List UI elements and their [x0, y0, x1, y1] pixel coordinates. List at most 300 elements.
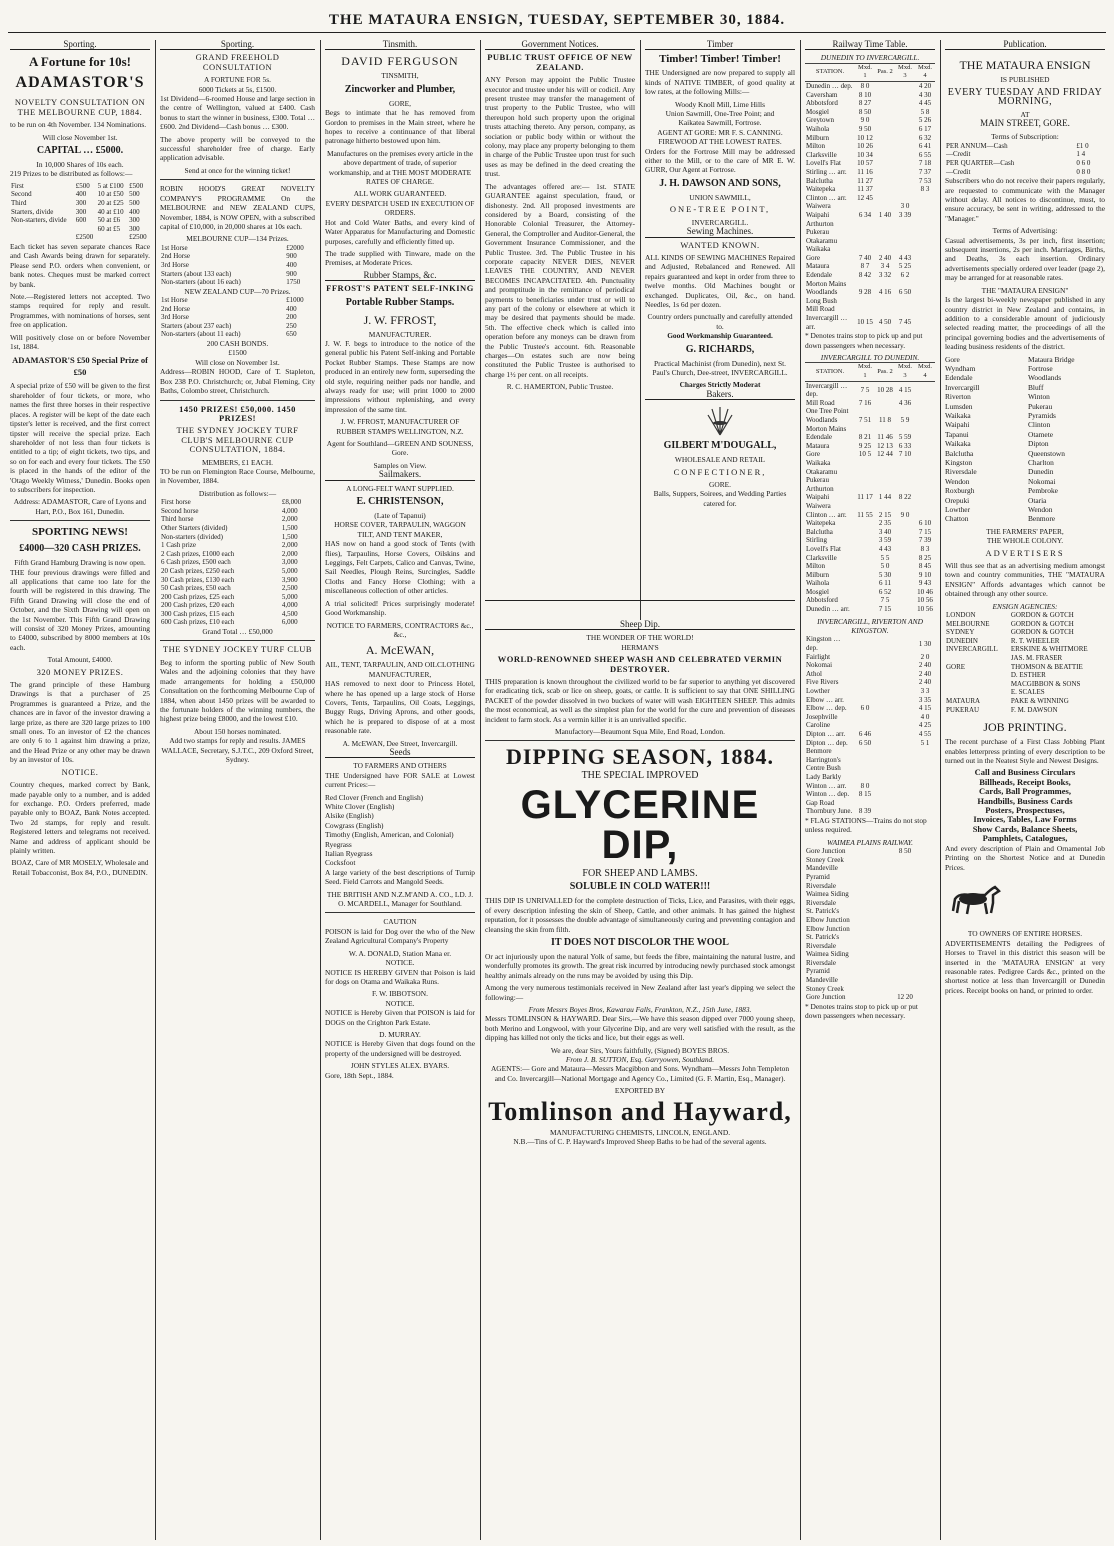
ad-text: Is the largest bi-weekly newspaper published in any country district in New Zealand and contains, in addition to a considerable amount of judiciously selected reading matter, the proceedings of all the principal governing bodies and the advertisements of leading business residents of the district.: [945, 295, 1105, 352]
agency-row: MATAURA PAKE & WINNING: [946, 697, 1069, 706]
agencies-table: [945, 611, 1105, 714]
ad-title: E. CHRISTENSON,: [356, 496, 444, 508]
timetable-row: Pukerau: [806, 228, 829, 237]
ad-text: 6000 Tickets at 5s, £1500.: [198, 84, 277, 94]
subscription-table: PER ANNUM—Cash £1 0 —Credit 1 4 PER QUARTER—Cash 0 6 0 —Credit 0 8 0: [946, 141, 1091, 176]
ad-text: Billheads, Receipt Books,: [979, 776, 1071, 787]
timetable-row: Mandeville: [806, 976, 838, 985]
ad-heading: ADVERTISERS: [985, 547, 1065, 558]
ad-text: Country cheques, marked correct by Bank, made payable only to a number, and is added for exchange. P.O. Orders preferred, made payable only to BOAZ, Bank Notes accepted. Two 2d stamps, for reply and result. Registered letters and telegrams not received. Name and address of applicant should be plainly written.: [10, 780, 150, 855]
ad-address: J. W. FFROST, MANUFACTURER OF RUBBER STAMPS WELLINGTON, N.Z.: [336, 417, 464, 436]
timetable-row: Edendale 8 21 11 46 5 59: [806, 433, 912, 442]
centre-item: Roxburgh: [945, 486, 975, 496]
timetable-row: Waihola 9 50 6 17: [806, 124, 932, 133]
timetable-row: Gap Road: [806, 798, 835, 807]
timetable-row: Woodlands 9 28 4 16 6 50: [806, 288, 912, 297]
centre-item: Winton: [1028, 392, 1050, 402]
centre-item: Tapanui: [945, 429, 969, 439]
seed-list: Red Clover (French and English) White Clover (English) Alsike (English) Cowgrass (English) Timothy (English, American, and Colonial) Ryegrass Italian Ryegrass Cocksfoot: [325, 792, 454, 868]
special-prize-title: ADAMASTOR'S £50 Special Prize of £50: [12, 355, 148, 378]
timetable-row: Gore Junction 12 20: [806, 993, 913, 1002]
ad-text: Balls, Suppers, Soirees, and Wedding Parties catered for.: [653, 489, 787, 508]
timetable-row: Clinton … arr. 11 55 2 15 9 0: [806, 510, 910, 519]
ad-text: The grand principle of these Hamburg Drawings is that a purchaser of 25 Programmes is guaranteed a Prize, and the chances are in favor of the investor drawing a large prize, as there are 320 large prizes to 100 small ones. To an investor of £2 the chances are only 6 to 1 against him drawing a prize, and the Head Prize or any other may be drawn by an investor of 10s.: [10, 680, 150, 765]
ad-heading: IT DOES NOT DISCOLOR THE WOOL: [551, 936, 729, 948]
ad-address: W. A. DONALD, Station Mana er.: [348, 948, 452, 958]
timetable-row: Otakaramu: [806, 236, 838, 245]
ad-title: FFROST'S PATENT SELF-INKING: [326, 283, 474, 294]
ad-text: From Messrs Boyes Bros, Kawarau Falls, Frankton, N.Z., 15th June, 1883.: [528, 1004, 752, 1014]
timetable-row: Mataura 8 7 3 4 5 25: [806, 262, 912, 271]
timetable-row: Waimea Siding: [806, 950, 849, 959]
timetable-row: Waikaka: [806, 245, 831, 254]
ad-text: WHOLESALE AND RETAIL: [674, 455, 766, 465]
column-publication: [945, 40, 1105, 1540]
ad-address: Practical Machinist (from Dunedin), next St. Paul's Church, Dee-street, INVERCARGILL.: [652, 358, 788, 377]
ad-text: EXPORTED BY: [614, 1086, 666, 1096]
ad-text: NOTICE is Hereby Given that POISON is laid for DOGS on the Crighton Park Estate.: [325, 1008, 475, 1027]
timetable-row: Pyramid: [806, 967, 830, 976]
centre-item: Waikaka: [945, 439, 971, 449]
ad-text: THE WONDER OF THE WORLD!: [586, 633, 694, 643]
ad-address: F. W. IBBOTSON.: [372, 989, 428, 999]
column-header: Government Notices.: [485, 40, 635, 50]
ad-heading: WORLD-RENOWNED SHEEP WASH AND CELEBRATED VERMIN DESTROYER.: [497, 654, 783, 674]
timetable-row: Abbotsford 7 5 10 56: [806, 596, 933, 605]
timetable-row: Stoney Creek: [806, 984, 844, 993]
timetable-row: Milton 10 26 6 41: [806, 142, 932, 151]
centre-item: Charlton: [1028, 458, 1054, 467]
ad-address: Address: ADAMASTOR, Care of Lyons and Hart, P.O., Box 161, Dunedin.: [13, 497, 147, 516]
centre-item: Edendale: [945, 373, 973, 383]
ad-text: AGENT AT GORE: MR F. S. CANNING.: [657, 127, 783, 137]
ad-text: Country orders punctually and carefully attended to.: [647, 312, 793, 331]
timetable-row: Waimea Siding: [806, 890, 849, 899]
ad-text: Posters, Prospectuses,: [985, 805, 1065, 816]
timetable-row: Stirling 3 59 7 39: [806, 536, 932, 545]
agency-row: SYDNEY GORDON & GOTCH: [946, 628, 1074, 637]
timetable-row: Abbotsford 8 27 4 45: [806, 99, 932, 108]
centre-item: Invercargill: [945, 382, 980, 392]
ad-text: The above property will be conveyed to the successful shareholder free of charge. Early application advisable.: [160, 134, 315, 163]
timetable-row: Athol 2 40: [806, 669, 932, 678]
centre-item: Pembroke: [1028, 486, 1058, 496]
column-header: Railway Time Table.: [805, 40, 935, 50]
ad-text: to be run on 4th November. 134 Nominations.: [10, 120, 147, 130]
column-rule: [800, 40, 801, 1540]
ad-text: TO be run on Flemington Race Course, Melbourne, in November, 1884.: [160, 466, 315, 486]
timetable-row: Balclutha 3 40 7 15: [806, 527, 932, 536]
timetable-row: Invercargill … arr. 10 15 4 50 7 45: [806, 314, 912, 331]
timetable-row: Clarksville 10 34 6 55: [806, 150, 932, 159]
timetable-row: Edendale 8 42 3 32 6 2: [806, 271, 910, 280]
timetable-row: Fairlight 2 0: [806, 652, 930, 661]
ad-heading: £4000—320 CASH PRIZES.: [19, 543, 141, 555]
ad-text: THE Undersigned are now prepared to supply all kinds of NATIVE TIMBER, of good quality at low rates, at the following Mills:—: [645, 68, 795, 97]
ad-text: ROBIN HOOD'S GREAT NOVELTY COMPANY'S PROGRAMME On the MELBOURNE and NEW ZEALAND CUPS, November, 1884, is NOW OPEN, with a subscribed capital of £10,000, in 20,000 shares at 10s each.: [160, 184, 315, 231]
ad-text: Send at once for the winning ticket!: [184, 165, 291, 175]
centre-item: Fortrose: [1028, 363, 1053, 373]
ad-text: Begs to intimate that he has removed from Gordon to premises in the Main street, where he hopes to receive a continuance of that liberal patronage hitherto bestowed upon him.: [325, 108, 475, 146]
ad-text: NOTICE is Hereby Given that dogs found on the property of the undersigned will be destroyed.: [325, 1039, 475, 1058]
timetable-row: Greytown 9 0 5 26: [806, 116, 932, 125]
ad-text: TO FARMERS AND OTHERS: [353, 761, 447, 771]
masthead: THE MATAURA ENSIGN, TUESDAY, SEPTEMBER 30, 1884.: [328, 12, 786, 28]
agency-row: E. SCALES: [1010, 688, 1045, 697]
ad-text: 219 Prizes to be distributed as follows:—: [10, 169, 133, 179]
column-rule: [940, 40, 941, 1540]
ad-text: TINSMITH,: [381, 71, 419, 81]
centre-item: Pukerau: [1028, 401, 1053, 411]
timetable-row: Balclutha 11 27 7 53: [806, 176, 932, 185]
ad-text: Fifth Grand Hamburg Drawing is now open.: [14, 558, 146, 568]
section-header: Bakers.: [645, 390, 795, 400]
timetable-row: Dunedin … arr. 7 15 10 56: [806, 605, 933, 614]
column-header: Tinsmith.: [325, 40, 475, 50]
ad-address: BOAZ, Care of MR MOSELY, Wholesale and Retail Tobacconist, Box 84, P.O., DUNEDIN.: [11, 858, 149, 877]
timetable-row: Mill Road 7 16 4 36: [806, 398, 912, 407]
prize-table: 1st Horse £2000 2nd Horse 900 3rd Horse 400 Starters (about 133 each) 900 Non-starters (about 16 each) 1750: [161, 243, 304, 287]
timetable-column-header: Mxd. 4: [915, 363, 935, 381]
timetable-row: Pukerau: [806, 476, 829, 485]
ad-text: Will positively close on or before November 1st, 1884.: [10, 332, 150, 352]
ad-text: ADVERTISEMENTS detailing the Pedigrees of Horses to Travel in this district this season will be inserted in the 'MATAURA ENSIGN' at very reasonable rates. Pedigree Cards &c., printed on the shortest notice at less than Invercargill or Dunedin prices. Receipt books on hand, or printed to order.: [945, 938, 1105, 995]
timetable-column-header: STATION.: [805, 363, 855, 381]
timetable-row: Morton Mains: [806, 279, 847, 288]
timetable-row: Elbow Junction: [806, 924, 850, 933]
timetable-row: Elbow … arr. 3 35: [806, 695, 932, 704]
centre-item: Clinton: [1028, 420, 1051, 430]
timetable-row: Riversdale: [806, 898, 836, 907]
ad-text: HAS now on hand a good stock of Tents (with flies), Tarpaulins, Horse Covers, Oilskins and Leggings, Felt Carpets, Calico and Canvas, Twine, Sail Needles, Plough Reins, Surcingles, Saddle Cloths and Fancy Horse Clothing; with a miscellaneous collection of other articles.: [325, 539, 475, 596]
ad-text: THE four previous drawings were filled and all applications that came too late for the fourth will be registered in this drawing. The Fifth Grand Drawing will close the end of October, and the Sixth Drawing will open on the 1st November. This Fifth Grand Drawing will consist of 320 Money Prizes, amounting to £4000, subscribed by 8000 members at 10s each.: [10, 567, 150, 652]
timetable-row: Lovell's Flat 4 43 8 3: [806, 544, 930, 553]
ad-text: Manufactures on the premises every article in the above department of trade, of superior workmanship, and at THE MOST MODERATE RATES OF CHARGE.: [327, 148, 473, 187]
ad-heading: ENSIGN AGENCIES:: [992, 601, 1058, 611]
timetable-row: Waipahi 6 34 1 40 3 39: [806, 210, 912, 219]
timetable-riverton-kingston: [805, 635, 935, 815]
timetable-row: Waitepeka 11 37 8 3: [806, 185, 930, 194]
ad-text: Orders for the Fortrose Mill may be addressed either to the Mill, or to the care of MR E. W. GURR, Our Agent at Fortrose.: [645, 146, 795, 175]
timetable-row: Arthurton: [806, 484, 834, 493]
centre-item: Dipton: [1028, 439, 1049, 449]
ad-heading: Zincworker and Plumber,: [344, 83, 456, 95]
ad-text: We are, dear Sirs, Yours faithfully, (Signed) BOYES BROS.: [550, 1045, 730, 1055]
ad-title: J. W. FFROST,: [363, 312, 437, 327]
ad-title: ADAMASTOR'S: [15, 74, 145, 92]
ad-text: Pamphlets, Catalogues,: [982, 833, 1068, 844]
timetable-row: Riversdale: [806, 941, 836, 950]
centre-item: Woodlands: [1028, 373, 1062, 383]
timetable-note: * Denotes trains stop to pick up and put down passengers when necessary.: [805, 331, 923, 350]
section-header: Seeds: [325, 748, 475, 758]
timetable-title: WAIMEA PLAINS RAILWAY.: [827, 837, 913, 847]
table-title: MELBOURNE CUP—134 Prizes.: [186, 234, 289, 244]
timetable-row: Otakaramu: [806, 467, 838, 476]
ad-headline: Tomlinson and Hayward,: [488, 1096, 792, 1126]
timetable-column-header: Pas. 2: [875, 363, 895, 381]
timetable-row: Pyramid: [806, 872, 830, 881]
ad-text: ALL KINDS OF SEWING MACHINES Repaired and Adjusted, Rebalanced and Renewed. All repairs guaranteed and kept in order from three to twelve months. Old Machines bought or exchanged. Duplicates, Oil, &c., on hand. Needles, 1s 6d per dozen.: [645, 252, 795, 309]
centre-item: Otamete: [1028, 429, 1054, 439]
ad-heading: A Fortune for 10s!: [29, 54, 131, 70]
ad-text: £1500: [228, 348, 247, 358]
ad-title: J. H. DAWSON AND SONS,: [659, 177, 781, 189]
centre-item: Wyndham: [945, 363, 976, 373]
timetable-row: Thornbury June. 8 39: [806, 807, 872, 816]
timetable-row: Caversham 8 10 4 30: [806, 90, 932, 99]
ad-text: FOR SHEEP AND LAMBS.: [582, 867, 698, 879]
prize-table: First £500 5 at £100 £500 Second 400 10 at £50 500 Third 300 20 at £25 500 Starters, divide 300 40 at £10 400 Non-starters, divide 600 50 at £6 300 60 at £5 300 £2500 £2500: [11, 181, 147, 242]
timetable-row: Gore 7 40 2 40 4 43: [806, 253, 912, 262]
timetable-row: Dipton … arr. 6 46 4 55: [806, 730, 932, 738]
ad-heading: THE FARMERS' PAPER,: [986, 526, 1064, 536]
timetable-row: Elbow Junction: [806, 915, 850, 924]
ad-text: FIREWOOD AT THE LOWEST RATES.: [658, 137, 782, 147]
masthead-rule: [8, 32, 1106, 33]
agency-row: D. ESTHER: [1010, 671, 1046, 680]
timetable-column-header: STATION.: [805, 63, 855, 81]
ad-text: Beg to inform the sporting public of New South Wales and the adjoining colonies that they have made arrangements for holding a £50,000 Consultation on the forthcoming Melbourne Cup of 1884, when about 1450 prizes will be awarded to the fortunate holders of the winning numbers, the highest prize being £8000, and the lowest £10.: [160, 657, 315, 724]
timetable-row: Winton … dep. 8 15: [806, 790, 872, 799]
timetable-row: Arthurton: [806, 219, 834, 228]
centre-item: Waipahi: [945, 420, 970, 430]
section-header: Sheep Dip.: [485, 620, 795, 630]
timetable-row: Clarksville 5 5 8 25: [806, 553, 932, 562]
ad-text: J. W. F. begs to introduce to the notice of the general public his Patent Self-inking and Portable Pocket Rubber Stamps. These Stamps are now produced in an entirely new form, superseding the old style, requiring neither pads nor handle, and always ready for use; will print 1000 to 2000 impressions without replenishing, and every impression of the same tint.: [325, 338, 475, 414]
timetable-row: Benmore: [806, 747, 832, 756]
ad-address: R. C. HAMERTON, Public Trustee.: [506, 382, 614, 392]
column-rule: [320, 40, 321, 1540]
column-header: Sporting.: [160, 40, 315, 50]
centre-item: Pyramids: [1028, 410, 1056, 420]
centre-item: Wendon: [1028, 505, 1053, 515]
column-rule: [640, 40, 641, 620]
timetable-row: Milburn 5 30 9 10: [806, 570, 932, 579]
prize-table: 1st Horse £1000 2nd Horse 400 3rd Horse 200 Starters (about 237 each) 250 Non-starters (about 11 each) 650: [161, 296, 304, 339]
ad-text: THIS preparation is known throughout the civilized world to be far superior to anything yet discovered for eradicating tick, scab or lice on sheep, goats, or cattle. It is sufficient to say that ONE SHILLING PACKET of the powder dissolved in two buckets of water will wash EIGHTEEN SHEEP. This admits the most economical, as well as the simplest plan for the world for the cure and prevention of diseases incident to farm stock. As a vermin killer it is an unrivalled specific.: [485, 677, 795, 724]
timetable-row: Caroline 4 25: [806, 721, 932, 730]
timetable-invercargill-dunedin: [805, 362, 935, 613]
ad-text: Each ticket has seven separate chances Race and Cash Awards being drawn for separately. Please send P.O. orders when convenient, or bank notes. Cheques must be marked correct by bank.: [10, 242, 150, 289]
ad-heading: CAUTION: [383, 917, 417, 927]
centre-item: Queenstown: [1028, 448, 1065, 458]
timetable-row: Waipahi 11 17 1 44 8 22: [806, 493, 912, 502]
ad-heading: SOLUBLE IN COLD WATER!!!: [569, 881, 711, 893]
timetable-row: Morton Mains: [806, 424, 847, 433]
centre-item: Dunedin: [1028, 467, 1054, 477]
ad-text: And every description of Plain and Ornamental Job Printing on the Shortest Notice and at Dunedin Prices.: [945, 843, 1105, 872]
section-rule: [485, 600, 795, 601]
timetable-row: Mosgiel 6 52 10 46: [806, 587, 933, 596]
ad-text: THE Undersigned have FOR SALE at Lowest current Prices:—: [325, 770, 475, 790]
ad-text: Will close on November 1st.: [195, 357, 280, 367]
ad-text: Total Amount, £4000.: [47, 655, 113, 665]
ad-heading: TO OWNERS OF ENTIRE HORSES.: [967, 929, 1083, 939]
ad-address: A. McEWAN, Dee Street, Invercargill.: [342, 738, 458, 748]
ad-text: Samples on View.: [373, 460, 427, 470]
centres-list: [945, 355, 1105, 524]
timetable-row: Stoney Creek: [806, 855, 844, 864]
ad-address: D. MURRAY.: [379, 1029, 421, 1039]
timetable-row: Dipton … dep. 6 50 5 1: [806, 738, 930, 747]
ad-text: About 150 horses nominated.: [193, 726, 282, 736]
timetable-row: Waiwera 3 0: [806, 202, 910, 211]
centre-item: Nokomai: [1028, 476, 1056, 486]
timetable-row: Milton 5 0 8 45: [806, 562, 932, 571]
timetable-row: Five Rivers 2 40: [806, 678, 932, 687]
ad-text: A FORTUNE FOR 5s.: [204, 75, 271, 85]
ad-text: ONE-TREE POINT,: [669, 204, 771, 215]
ad-capital: CAPITAL … £5000.: [36, 145, 124, 157]
ad-text: EVERY TUESDAY AND FRIDAY MORNING,: [947, 86, 1103, 108]
centre-item: Lowther: [945, 505, 971, 515]
ad-text: Among the very numerous testimonials received in New Zealand after last year's dipping we select the following:—: [485, 983, 795, 1002]
timetable-column-header: Mxd. 3: [895, 363, 915, 381]
ad-heading: 320 MONEY PRIZES.: [36, 666, 124, 677]
timetable-row: Dunedin … dep. 8 0 4 20: [806, 82, 932, 90]
section-header: Sailmakers.: [325, 470, 475, 480]
distribution-table: First horse £8,000 Second horse 4,000 Third horse 2,000 Other Starters (divided) 1,500 Non-starters (divided) 1,500 1 Cash prize 2,000 2 Cash prizes, £1000 each 2,000 6 Cash prizes, £500 each 3,000 20 Cash prizes, £250 each 5,000 30 Cash prizes, £130 each 3,900 50 Cash prizes, £50 each 2,500 200 Cash prizes, £25 each 5,000 200 Cash prizes, £20 each 4,000 300 Cash prizes, £15 each 4,500 600 Cash prizes, £10 each 6,000: [161, 498, 302, 627]
timetable-row: Invercargill … dep. 7 5 10 28 4 15: [806, 381, 912, 399]
horse-icon: [945, 881, 1005, 921]
column-sporting-1: [10, 40, 150, 1540]
timetable-row: One Tree Point: [806, 407, 849, 416]
timetable-row: Clinton … arr. 12 45: [806, 193, 873, 202]
notice-heading: NOTICE.: [61, 766, 99, 777]
ad-text: In 10,000 Shares of 10s each.: [36, 160, 124, 170]
timetable-row: St. Patrick's: [806, 933, 840, 942]
timetable-column-header: Mxd. 3: [895, 63, 915, 81]
timetable-row: Elbow … dep. 6 0 4 15: [806, 704, 932, 713]
timetable-dunedin-invercargill: [805, 63, 935, 331]
ad-heading: Terms of Subscription:: [991, 132, 1059, 142]
ad-title: THE SYDNEY JOCKEY TURF CLUB: [162, 644, 313, 655]
ad-text: The trade supplied with Tinware, made on the Premises, at Moderate Prices.: [325, 248, 475, 268]
ad-headline: GLYCERINE DIP,: [520, 782, 760, 867]
ad-text: MANUFACTURING CHEMISTS, LINCOLN, ENGLAND.: [549, 1127, 731, 1137]
ad-subtitle: NOVELTY CONSULTATION ON THE MELBOURNE CUP, 1884.: [14, 97, 146, 117]
ad-heading: WANTED KNOWN.: [680, 239, 760, 250]
agency-row: GORE THOMSON & BEATTIE: [946, 662, 1083, 671]
ad-heading: NOTICE TO FARMERS, CONTRACTORS &c., &c.,: [326, 620, 474, 639]
ad-title: DAVID FERGUSON: [341, 54, 459, 69]
centre-item: Gore: [945, 354, 960, 364]
ad-text: N.B.—Tins of C. P. Hayward's Improved Sheep Baths to be had of the several agents.: [513, 1137, 767, 1146]
ad-text: Good Workmanship Guaranteed.: [667, 331, 773, 341]
ad-text: HAS removed to next door to Princess Hotel, where he has opened up a large stock of Horse Covers, Tents, Tarpaulins, Oil Coats, Leggings, Buggy Rugs, Driving Aprons, and other goods, which he is prepared to dispose of at a most reasonable rate.: [325, 679, 475, 736]
ad-text: Casual advertisements, 3s per inch, first insertion; subsequent insertions, 2s per inch. Marriages, Births, and Deaths, 3s each insertion. Ordinary advertisements specially ordered over leader (page 2), may be arranged for at reasonable rates.: [945, 235, 1105, 283]
agency-row: PUKERAU F. M. DAWSON: [946, 705, 1058, 714]
ad-heading: Portable Rubber Stamps.: [345, 296, 455, 308]
ad-text: From J. B. SUTTON, Esq. Garryowen, Southland.: [565, 1054, 715, 1064]
ad-text: The recent purchase of a First Class Jobbing Plant enables letterpress printing of every description to be turned out in the Neatest Style and Newest Designs.: [945, 737, 1105, 766]
ad-text: Invoices, Tables, Law Forms: [973, 814, 1077, 825]
timetable-waimea: [805, 847, 935, 1002]
ad-text: Show Cards, Balance Sheets,: [972, 823, 1078, 834]
ad-heading: SPORTING NEWS!: [32, 526, 128, 539]
ad-text: UNION SAWMILL,: [689, 192, 751, 202]
ad-title: THE SYDNEY JOCKEY TURF CLUB'S MELBOURNE CUP CONSULTATION, 1884.: [176, 425, 299, 455]
ad-text: CONFECTIONER,: [673, 466, 767, 477]
ad-heading: 1450 PRIZES! £50,000. 1450 PRIZES!: [179, 403, 296, 423]
ad-text: A large variety of the best descriptions of Turnip Seed. Field Carrots and Mangold Seeds.: [325, 867, 475, 887]
ad-date: Gore, 18th Sept., 1884.: [325, 1070, 394, 1080]
ad-text: HORSE COVER, TARPAULIN, WAGGON TILT, AND TENT MAKER,: [334, 520, 466, 539]
ad-text: A special prize of £50 will be given to the first shareholder of four tickets, or more, who names the first three horses in their respective places. A register will be kept of the date each tipster's letter is received, and the first correct tipster will receive the special prize. Each shareholder of not less than four tickets is entitled to a tip; of eight tickets, two tips, and so on for each and every four tickets. The £50 is placed in the hands of the editor of the 'Otago Weekly Witness,' Dunedin. Books open to subscribers for inspection.: [10, 381, 150, 494]
ad-heading: Terms of Advertising:: [992, 226, 1058, 236]
ad-address: Add two stamps for reply and results. JAMES WALLACE, Secretary, S.J.T.C., 209 Oxford Street, Sydney.: [161, 736, 314, 764]
timetable-row: Mataura 9 25 12 13 6 33: [806, 441, 912, 450]
ad-text: Or act injuriously upon the natural Yolk of same, but feeds the fibre, maintaining the natural lustre, and wonderfully promotes its growth. The great risk incurred by introducing newly purchased stock amongst healthy animals already on the runs may be avoided by using this Dip.: [485, 951, 795, 980]
agency-row: INVERCARGILL ERSKINE & WHITMORE: [946, 645, 1088, 654]
mill-list: Woody Knoll Mill, Lime Hills Union Sawmill, One-Tree Point; and Kaikatea Sawmill, Fortrose.: [665, 99, 775, 128]
ad-text: AT: [1020, 109, 1030, 119]
ad-text: THE SPECIAL IMPROVED: [581, 770, 699, 782]
centre-item: Benmore: [1028, 514, 1056, 524]
ad-text: GORE.: [709, 480, 731, 489]
column-rule: [155, 40, 156, 1540]
ad-address: JOHN STYLES ALEX. BYARS.: [350, 1061, 450, 1071]
ad-text: Hot and Cold Water Baths, and every kind of Water Apparatus for Manufacturing and Domestic purposes, carefully and efficiently fitted up.: [325, 217, 475, 246]
ad-text: IS PUBLISHED: [1000, 75, 1050, 85]
timetable-row: Harrington's: [806, 755, 841, 764]
ad-heading: NOTICE.: [385, 958, 415, 968]
timetable-row: Milburn 10 12 6 32: [806, 133, 932, 142]
centre-item: Mataura Bridge: [1028, 354, 1075, 364]
timetable-row: Waitepeka 2 35 6 10: [806, 519, 932, 528]
timetable-row: Woodlands 7 51 11 8 5 9: [806, 416, 910, 424]
ad-text: THIS DIP IS UNRIVALLED for the complete destruction of Ticks, Lice, and Parasites, with their eggs, of every description infesting the skin of Sheep, Cattle, and other animals. It has gained the highest reputation, for it possesses the double advantage of simultaneously curing and preventing contagion and cleansing the skin from filth.: [485, 896, 795, 934]
centre-item: Riverton: [945, 392, 971, 402]
ad-heading: Timber! Timber! Timber!: [659, 53, 781, 66]
timetable-title: INVERCARGILL, RIVERTON AND KINGSTON.: [817, 616, 923, 636]
paper-title: THE MATAURA ENSIGN: [959, 58, 1091, 73]
timetable-row: Riversdale: [806, 958, 836, 967]
timetable-row: Lovell's Flat 10 57 7 18: [806, 159, 932, 168]
timetable-title: INVERCARGILL TO DUNEDIN.: [820, 353, 920, 363]
ad-text: 1st Dividend—6-roomed House and large section in the centre of Wellington, valued at £400. Cash bonus to start the winner in business, £300. Total … £600. 2nd Dividend—Cash bonus … £300.: [160, 94, 315, 132]
column-tinsmith: [325, 40, 475, 1540]
timetable-row: Mandeville: [806, 864, 838, 873]
ad-heading: THE "MATAURA ENSIGN": [981, 285, 1069, 295]
timetable-row: Kingston … dep. 1 30: [806, 635, 932, 653]
wheat-sheaf-icon: [698, 403, 742, 437]
timetable-note: * FLAG STATIONS—Trains do not stop unless required.: [805, 815, 927, 835]
timetable-row: Waiwera: [806, 501, 831, 510]
ad-heading: NOTICE.: [385, 998, 415, 1008]
ad-title: G. RICHARDS,: [685, 343, 755, 355]
ad-text: Call and Business Circulars: [974, 767, 1076, 778]
centre-item: Otaria: [1028, 495, 1047, 505]
ad-text: NOTICE IS HEREBY GIVEN that Poison is laid for dogs on Otama and Waikaka Runs.: [325, 967, 475, 986]
ad-address: Manufactory—Beaumont Squa Mile, End Road, London.: [555, 727, 725, 737]
ad-text: MANUFACTURER.: [368, 329, 432, 339]
section-header: Sewing Machines.: [645, 227, 795, 237]
centre-item: Wendon: [945, 476, 970, 486]
agency-row: LONDON GORDON & GOTCH: [946, 611, 1074, 620]
ad-text: Distribution as follows:—: [198, 488, 277, 498]
ad-address: Address—ROBIN HOOD, Care of T. Stapleton, Box 238 P.O. Christchurch; or, Jubal Fleming, City Baths, Colombo street, Christchurch.: [160, 367, 315, 396]
centre-item: Balclutha: [945, 448, 974, 458]
ad-text: GORE,: [389, 98, 411, 108]
agency-row: DUNEDIN R. T. WHEELER: [946, 636, 1060, 645]
section-header: Rubber Stamps, &c.: [325, 271, 475, 281]
centre-item: Riversdale: [945, 467, 977, 477]
timetable-row: Winton … arr. 8 0: [806, 781, 870, 790]
timetable-row: Waikaka: [806, 458, 831, 467]
column-rule: [480, 40, 481, 1540]
